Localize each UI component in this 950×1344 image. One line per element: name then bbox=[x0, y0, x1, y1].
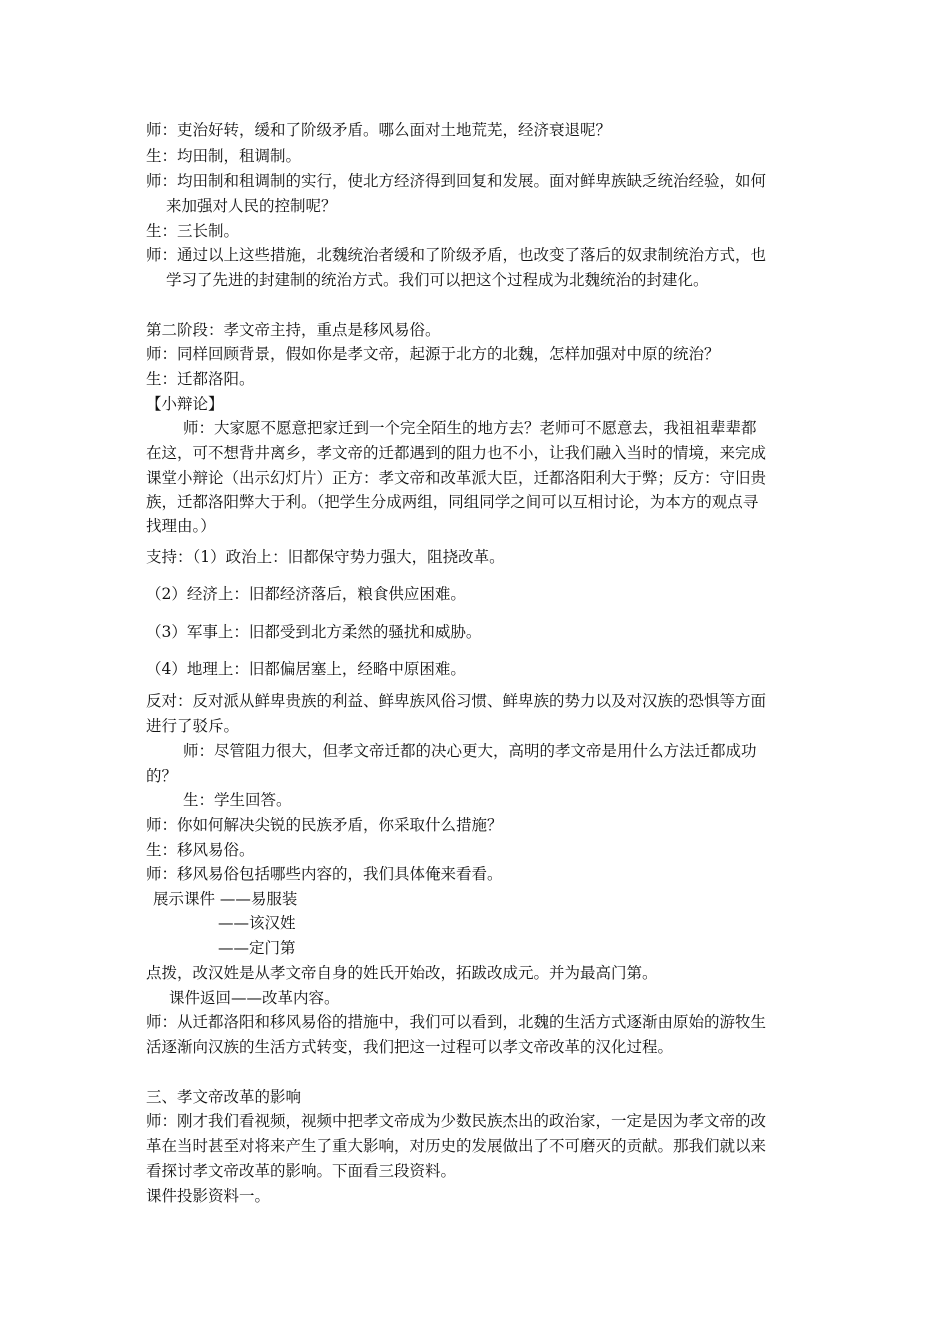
text-line: 看探讨孝文帝改革的影响。下面看三段资料。 bbox=[146, 1162, 457, 1180]
text-line: 师：刚才我们看视频，视频中把孝文帝成为少数民族杰出的政治家，一定是因为孝文帝的改 bbox=[146, 1112, 767, 1130]
text-line: 生：均田制，租调制。 bbox=[146, 147, 302, 165]
text-line: 来加强对人民的控制呢？ bbox=[166, 197, 337, 215]
section-heading: 第二阶段：孝文帝主持，重点是移风易俗。 bbox=[146, 321, 441, 339]
text-line: 师：同样回顾背景，假如你是孝文帝，起源于北方的北魏，怎样加强对中原的统治？ bbox=[146, 345, 720, 363]
text-line: 点拨，改汉姓是从孝文帝自身的姓氏开始改，拓跋改成元。并为最高门第。 bbox=[146, 964, 658, 982]
text-line: 进行了驳斥。 bbox=[146, 717, 240, 735]
text-line: 生：学生回答。 bbox=[183, 791, 292, 809]
text-line: 族，迁都洛阳弊大于利。（把学生分成两组，同组同学之间可以互相讨论，为本方的观点寻 bbox=[146, 493, 759, 511]
text-line: 找理由。） bbox=[146, 517, 216, 535]
text-line: 师：移风易俗包括哪些内容的，我们具体俺来看看。 bbox=[146, 865, 503, 883]
text-line: 在这，可不想背井离乡，孝文帝的迁都遇到的阻力也不小，让我们融入当时的情境，来完成 bbox=[146, 444, 767, 462]
text-line: 师：吏治好转，缓和了阶级矛盾。哪么面对土地荒芜，经济衰退呢？ bbox=[146, 121, 612, 139]
text-line: ——该汉姓 bbox=[218, 914, 296, 932]
text-line: 课堂小辩论（出示幻灯片）正方：孝文帝和改革派大臣，迁都洛阳利大于弊；反方：守旧贵 bbox=[146, 469, 767, 487]
text-line: 生：迁都洛阳。 bbox=[146, 370, 255, 388]
text-line: 师：从迁都洛阳和移风易俗的措施中，我们可以看到，北魏的生活方式逐渐由原始的游牧生 bbox=[146, 1013, 767, 1031]
text-line: 支持：（1）政治上：旧都保守势力强大，阻挠改革。 bbox=[146, 548, 505, 566]
text-line: （2）经济上：旧都经济落后，粮食供应困难。 bbox=[146, 585, 466, 603]
text-line: ——定门第 bbox=[218, 939, 296, 957]
text-line: （4）地理上：旧都偏居塞上，经略中原困难。 bbox=[146, 660, 466, 678]
text-line: 师：大家愿不愿意把家迁到一个完全陌生的地方去？老师可不愿意去，我祖祖辈辈都 bbox=[183, 419, 757, 437]
text-line: 师：尽管阻力很大，但孝文帝迁都的决心更大，高明的孝文帝是用什么方法迁都成功 bbox=[183, 742, 757, 760]
text-line: 展示课件 ——易服装 bbox=[153, 890, 298, 908]
text-line: 革在当时甚至对将来产生了重大影响，对历史的发展做出了不可磨灭的贡献。那我们就以来 bbox=[146, 1137, 767, 1155]
section-heading: 三、孝文帝改革的影响 bbox=[146, 1088, 302, 1106]
text-line: （3）军事上：旧都受到北方柔然的骚扰和威胁。 bbox=[146, 623, 482, 641]
text-line: 课件返回——改革内容。 bbox=[169, 989, 340, 1007]
text-line: 生：三长制。 bbox=[146, 222, 240, 240]
text-line: 生：移风易俗。 bbox=[146, 841, 255, 859]
subheading-debate: 【小辩论】 bbox=[146, 395, 224, 413]
text-line: 活逐渐向汉族的生活方式转变，我们把这一过程可以孝文帝改革的汉化过程。 bbox=[146, 1038, 674, 1056]
text-line: 师：均田制和租调制的实行，使北方经济得到回复和发展。面对鲜卑族缺乏统治经验，如何 bbox=[146, 172, 767, 190]
text-line: 课件投影资料一。 bbox=[146, 1187, 271, 1205]
text-line: 的？ bbox=[146, 767, 178, 785]
text-line: 师：你如何解决尖锐的民族矛盾，你采取什么措施？ bbox=[146, 816, 503, 834]
text-line: 学习了先进的封建制的统治方式。我们可以把这个过程成为北魏统治的封建化。 bbox=[166, 271, 709, 289]
text-line: 师：通过以上这些措施，北魏统治者缓和了阶级矛盾，也改变了落后的奴隶制统治方式，也 bbox=[146, 246, 767, 264]
text-line: 反对：反对派从鲜卑贵族的利益、鲜卑族风俗习惯、鲜卑族的势力以及对汉族的恐惧等方面 bbox=[146, 692, 767, 710]
